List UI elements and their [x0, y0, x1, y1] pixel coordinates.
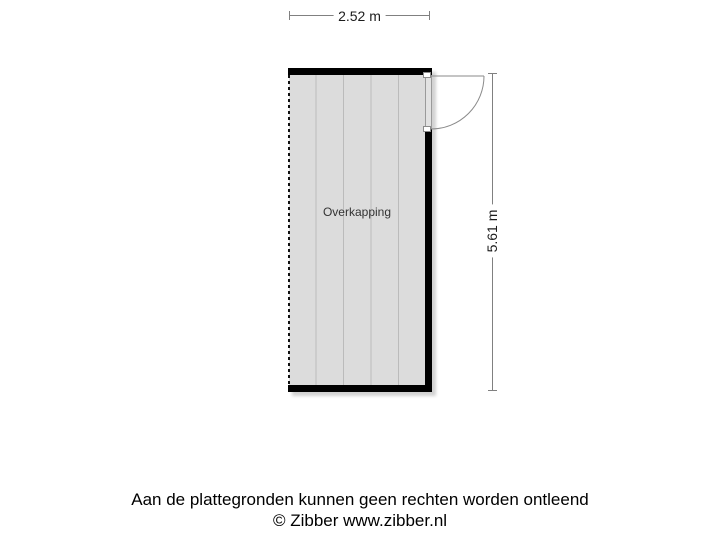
footer-disclaimer: Aan de plattegronden kunnen geen rechten worden ontleend	[131, 490, 589, 509]
dimension-height-tick-top	[488, 73, 497, 74]
wall-bottom	[288, 385, 432, 392]
wall-top	[288, 68, 432, 75]
dimension-width-label: 2.52 m	[333, 8, 386, 24]
dimension-height-label: 5.61 m	[484, 205, 500, 258]
room-overkapping	[288, 68, 432, 392]
dimension-height-tick-bottom	[488, 390, 497, 391]
dimension-width-tick-right	[429, 11, 430, 20]
door-swing-icon	[430, 74, 487, 131]
floor-boards	[289, 75, 425, 385]
dimension-width	[289, 9, 430, 22]
open-side-dashed-line	[288, 75, 290, 385]
room-label: Overkapping	[322, 205, 392, 219]
footer-copyright: © Zibber www.zibber.nl	[272, 511, 448, 530]
dimension-width-tick-left	[289, 11, 290, 20]
footer	[0, 489, 720, 531]
dimension-height	[486, 73, 499, 391]
